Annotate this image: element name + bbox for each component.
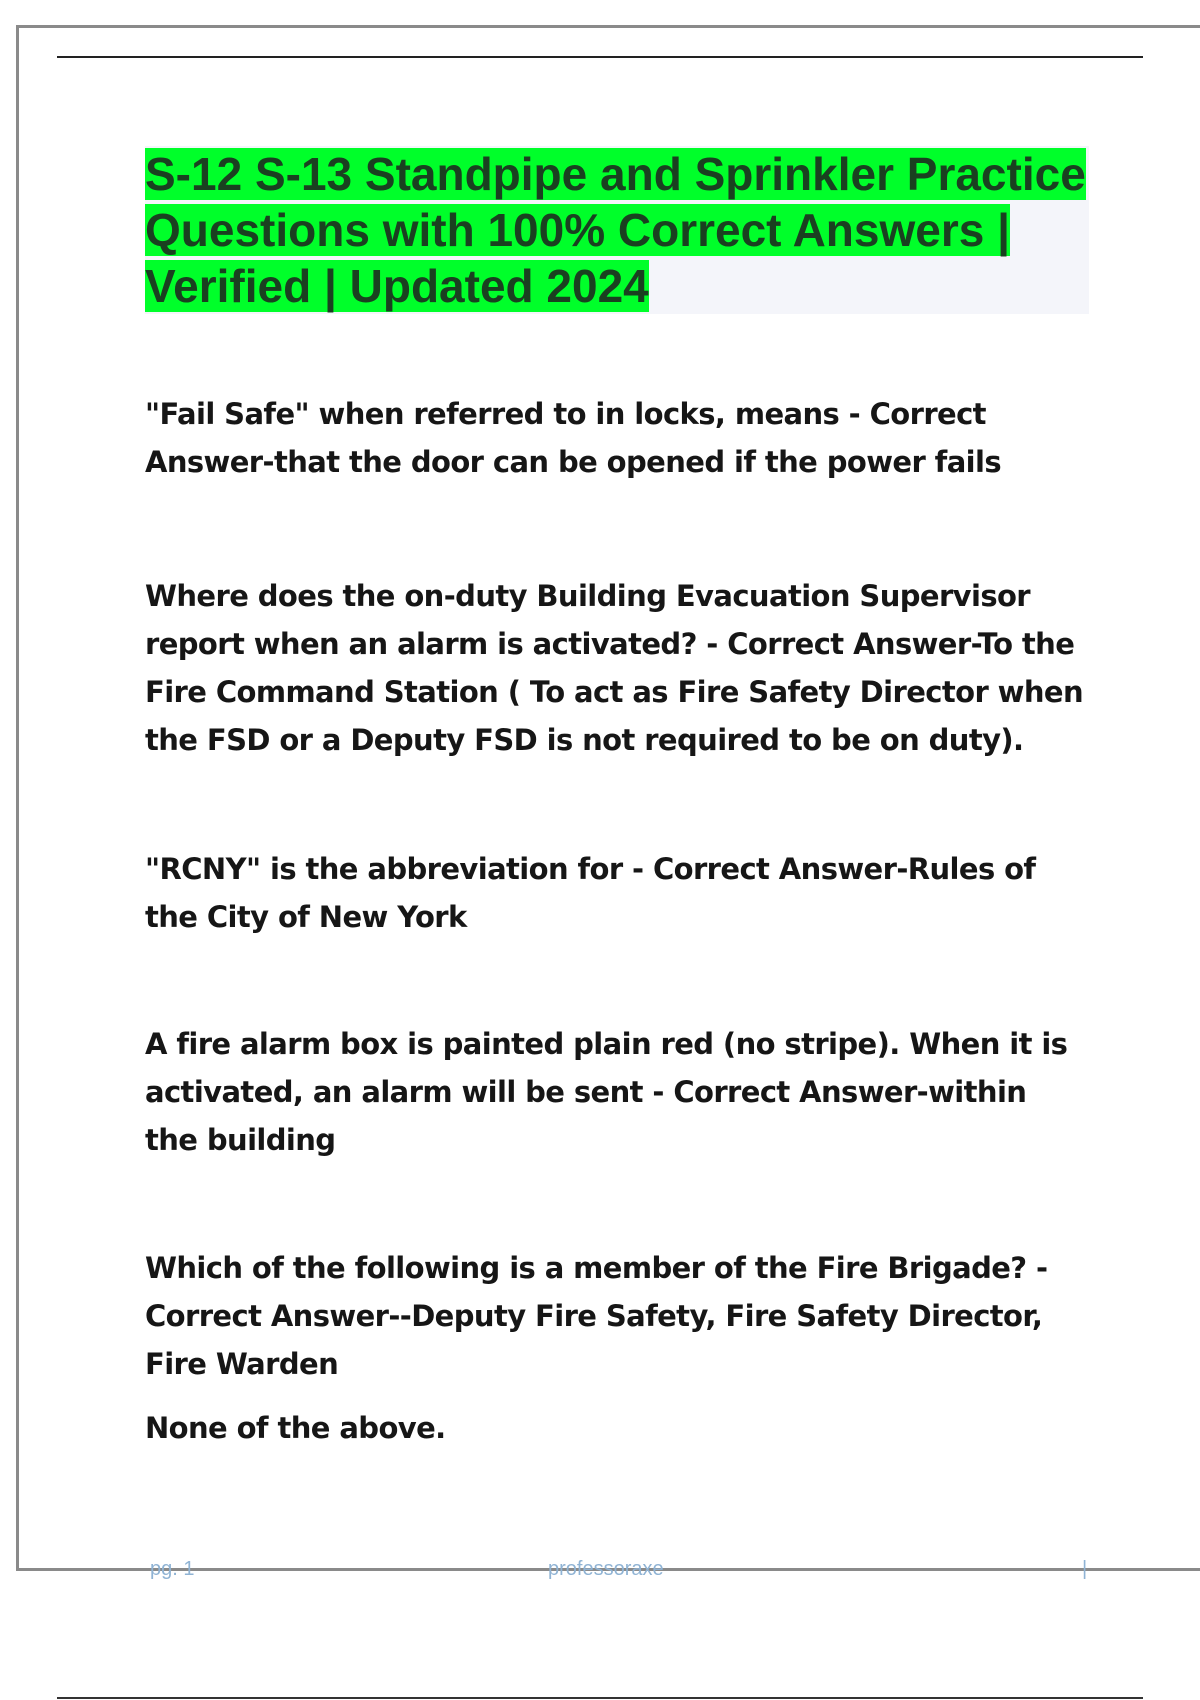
bottom-rule (57, 1697, 1143, 1699)
document-title (145, 146, 1089, 314)
qa-item: "Fail Safe" when referred to in locks, means - Correct Answer-that the door can be opened if the power fails (145, 397, 1001, 479)
title-block (145, 146, 1089, 314)
title-highlight: S-12 S-13 Standpipe and Sprinkler Practice Questions with 100% Correct Answers | Verified | Updated 2024 (145, 148, 1086, 312)
footer-page-number: pg. 1 (150, 1558, 195, 1580)
top-rule (57, 56, 1143, 58)
footer-author: professoraxe (548, 1558, 664, 1580)
qa-item: None of the above. (145, 1411, 446, 1445)
qa-item: A fire alarm box is painted plain red (no stripe). When it is activated, an alarm will be sent - Correct Answer-within the building (145, 1027, 1068, 1157)
qa-item: Which of the following is a member of the Fire Brigade? - Correct Answer--Deputy Fire Safety, Fire Safety Director, Fire Warden (145, 1251, 1048, 1381)
footer-mark: | (1082, 1558, 1088, 1580)
qa-item: "RCNY" is the abbreviation for - Correct Answer-Rules of the City of New York (145, 852, 1036, 934)
qa-item: Where does the on-duty Building Evacuation Supervisor report when an alarm is activated? - Correct Answer-To the Fire Command Station ( To act as Fire Safety Director when the FSD or a Deputy FSD is not required to be on duty). (145, 579, 1083, 757)
